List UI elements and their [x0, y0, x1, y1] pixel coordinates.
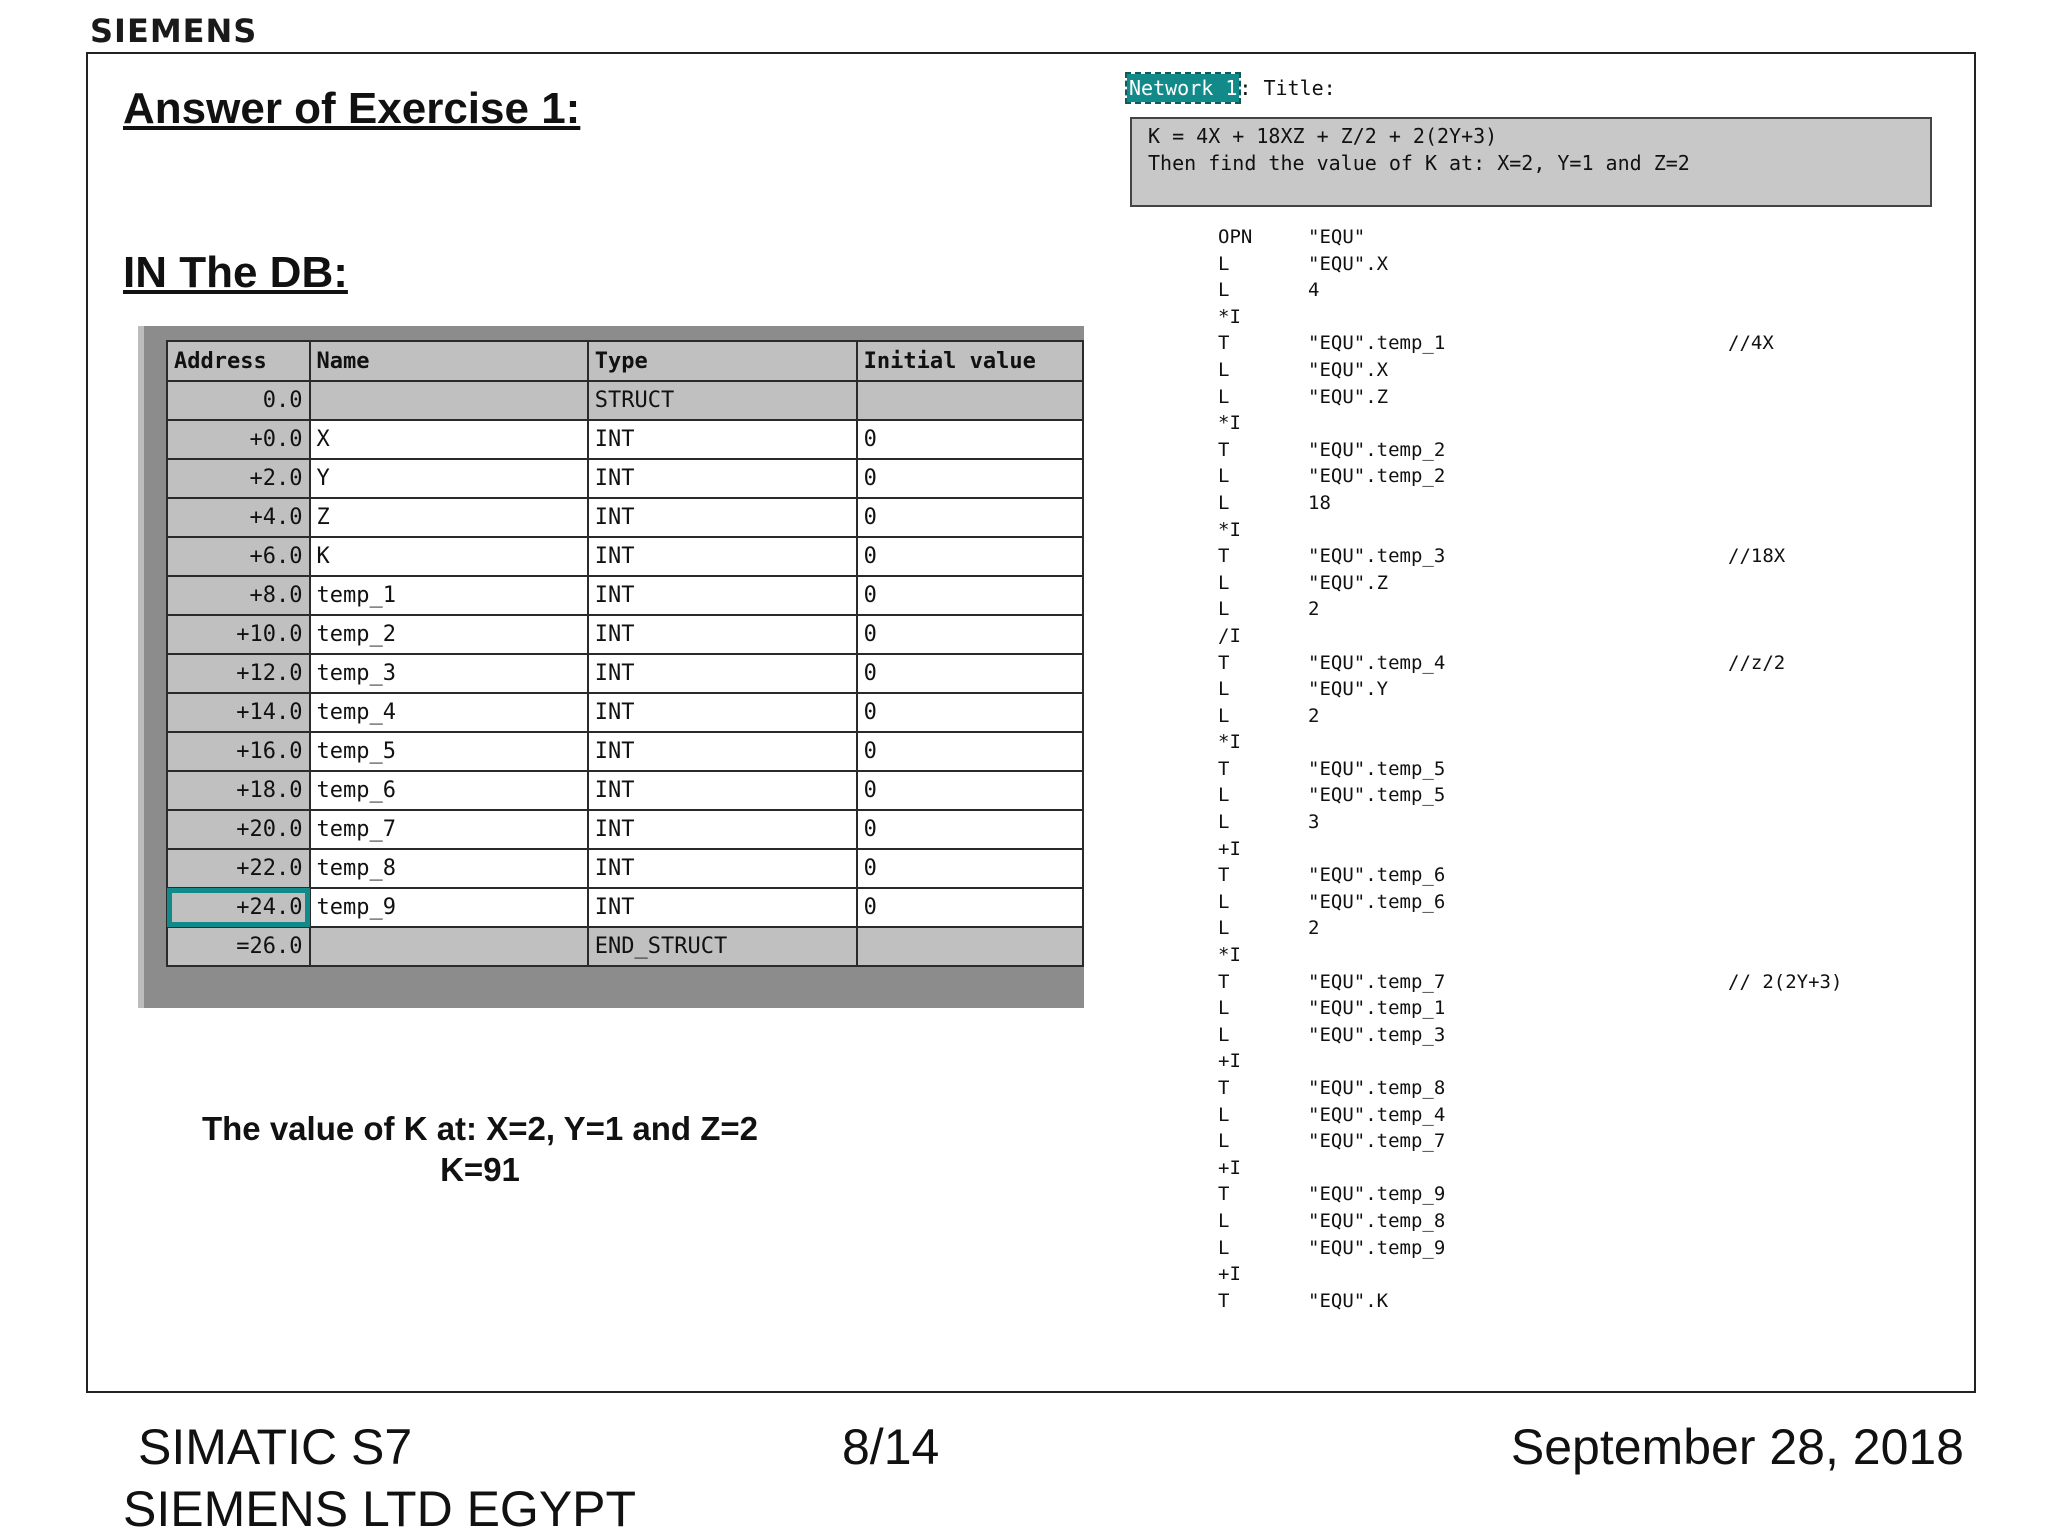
code-operand: "EQU".X — [1308, 358, 1389, 381]
code-operand: "EQU".temp_3 — [1308, 1023, 1446, 1046]
code-operation: T — [1218, 438, 1230, 461]
cell-type[interactable]: INT — [588, 810, 857, 849]
cell-type[interactable]: INT — [588, 420, 857, 459]
cell-initial-value[interactable] — [857, 927, 1083, 966]
network-comment[interactable] — [1130, 117, 1932, 207]
cell-initial-value[interactable]: 0 — [857, 888, 1083, 927]
code-operand: 3 — [1308, 811, 1320, 834]
code-operation: *I — [1218, 305, 1241, 328]
cell-initial-value[interactable]: 0 — [857, 498, 1083, 537]
code-operand: "EQU".temp_9 — [1308, 1236, 1446, 1259]
code-comment: // 2(2Y+3) — [1728, 970, 1843, 993]
code-operation: L — [1218, 1130, 1230, 1153]
code-operation: T — [1218, 1183, 1230, 1206]
code-operation: L — [1218, 1236, 1230, 1259]
cell-name[interactable]: X — [310, 420, 588, 459]
result-answer: K=91 — [440, 1151, 520, 1188]
db-table-row[interactable] — [167, 459, 1083, 498]
code-operation: L — [1218, 491, 1230, 514]
code-operand: "EQU".temp_1 — [1308, 332, 1446, 355]
db-table-row[interactable] — [167, 420, 1083, 459]
footer-date: September 28, 2018 — [1510, 1419, 1964, 1475]
db-table-row[interactable] — [167, 693, 1083, 732]
code-operation: *I — [1218, 412, 1241, 435]
cell-address[interactable]: +20.0 — [167, 810, 310, 849]
cell-name[interactable]: temp_5 — [310, 732, 588, 771]
code-operation: L — [1218, 1209, 1230, 1232]
db-table-row[interactable] — [167, 615, 1083, 654]
cell-initial-value[interactable]: 0 — [857, 771, 1083, 810]
slide-title: Answer of Exercise 1: — [123, 84, 581, 133]
db-table-row[interactable] — [167, 888, 1083, 927]
cell-initial-value[interactable]: 0 — [857, 732, 1083, 771]
cell-type[interactable]: INT — [588, 498, 857, 537]
code-operation: L — [1218, 279, 1230, 302]
cell-address[interactable]: 0.0 — [167, 381, 310, 420]
cell-name[interactable]: temp_2 — [310, 615, 588, 654]
cell-name[interactable]: temp_6 — [310, 771, 588, 810]
cell-type[interactable]: END_STRUCT — [588, 927, 857, 966]
code-operation: L — [1218, 385, 1230, 408]
cell-address[interactable]: +6.0 — [167, 537, 310, 576]
cell-type[interactable]: INT — [588, 576, 857, 615]
code-operand: "EQU".temp_7 — [1308, 970, 1446, 993]
code-operation: *I — [1218, 944, 1241, 967]
cell-initial-value[interactable]: 0 — [857, 693, 1083, 732]
code-operation: L — [1218, 890, 1230, 913]
cell-name[interactable]: temp_3 — [310, 654, 588, 693]
code-comment: //18X — [1728, 545, 1786, 568]
cell-name[interactable]: Z — [310, 498, 588, 537]
column-header-name[interactable]: Name — [310, 341, 588, 381]
code-operand: "EQU".temp_6 — [1308, 864, 1446, 887]
code-operation: L — [1218, 1103, 1230, 1126]
cell-address[interactable]: +24.0 — [167, 888, 310, 927]
code-operand: "EQU".Z — [1308, 385, 1389, 408]
code-operation: T — [1218, 970, 1230, 993]
code-operation: T — [1218, 864, 1230, 887]
cell-name[interactable]: temp_7 — [310, 810, 588, 849]
db-table-row[interactable] — [167, 498, 1083, 537]
code-operation: L — [1218, 917, 1230, 940]
code-operand: "EQU".X — [1308, 252, 1389, 275]
code-operation: *I — [1218, 518, 1241, 541]
column-header-initial-value[interactable]: Initial value — [857, 341, 1083, 381]
db-heading: IN The DB: — [123, 248, 348, 297]
cell-type[interactable]: INT — [588, 771, 857, 810]
code-operation: L — [1218, 465, 1230, 488]
cell-initial-value[interactable]: 0 — [857, 654, 1083, 693]
cell-initial-value[interactable]: 0 — [857, 459, 1083, 498]
network-header — [1127, 76, 1336, 100]
db-table-row[interactable] — [167, 810, 1083, 849]
cell-type[interactable]: STRUCT — [588, 381, 857, 420]
code-operand: "EQU".K — [1308, 1289, 1389, 1312]
db-table-row[interactable] — [167, 537, 1083, 576]
code-operand: 2 — [1308, 917, 1320, 940]
db-table-screenshot — [138, 326, 1084, 1008]
cell-initial-value[interactable]: 0 — [857, 537, 1083, 576]
cell-address[interactable]: +22.0 — [167, 849, 310, 888]
code-comment: //z/2 — [1728, 651, 1786, 674]
cell-name[interactable]: Y — [310, 459, 588, 498]
code-operand: "EQU".temp_9 — [1308, 1183, 1446, 1206]
db-table-row[interactable] — [167, 576, 1083, 615]
cell-name[interactable] — [310, 927, 588, 966]
code-operation: L — [1218, 678, 1230, 701]
siemens-logo: SIEMENS — [90, 12, 258, 50]
db-table-row[interactable] — [167, 771, 1083, 810]
code-operand: "EQU".temp_5 — [1308, 757, 1446, 780]
db-table-body — [167, 381, 1083, 966]
cell-address[interactable]: +16.0 — [167, 732, 310, 771]
comment-line: K = 4X + 18XZ + Z/2 + 2(2Y+3) — [1148, 124, 1498, 148]
cell-address[interactable]: +12.0 — [167, 654, 310, 693]
db-table-row[interactable] — [167, 654, 1083, 693]
code-operation: T — [1218, 1077, 1230, 1099]
network-title: : Title: — [1239, 76, 1336, 100]
cell-address[interactable]: +8.0 — [167, 576, 310, 615]
code-operand: "EQU".temp_2 — [1308, 465, 1446, 488]
code-operation: +I — [1218, 1156, 1241, 1179]
cell-name[interactable]: temp_9 — [310, 888, 588, 927]
footer-product: SIMATIC S7 — [138, 1419, 413, 1475]
code-operand: "EQU".temp_1 — [1308, 997, 1446, 1020]
column-header-address[interactable]: Address — [167, 341, 310, 381]
code-operand: "EQU" — [1308, 226, 1366, 248]
code-operation: *I — [1218, 731, 1241, 754]
code-operand: "EQU".temp_4 — [1308, 1103, 1446, 1126]
code-operand: "EQU".temp_8 — [1308, 1209, 1446, 1232]
code-operation: T — [1218, 651, 1230, 674]
cell-type[interactable]: INT — [588, 459, 857, 498]
cell-address[interactable]: +14.0 — [167, 693, 310, 732]
cell-initial-value[interactable]: 0 — [857, 849, 1083, 888]
cell-type[interactable]: INT — [588, 615, 857, 654]
code-operand: "EQU".temp_7 — [1308, 1130, 1446, 1153]
footer-page-number: 8/14 — [842, 1419, 940, 1475]
cell-address[interactable]: +4.0 — [167, 498, 310, 537]
cell-address[interactable]: +10.0 — [167, 615, 310, 654]
code-operation: L — [1218, 997, 1230, 1020]
cell-initial-value[interactable] — [857, 381, 1083, 420]
cell-initial-value[interactable]: 0 — [857, 615, 1083, 654]
cell-address[interactable]: =26.0 — [167, 927, 310, 966]
cell-address[interactable]: +0.0 — [167, 420, 310, 459]
cell-type[interactable]: INT — [588, 849, 857, 888]
code-operation: +I — [1218, 1050, 1241, 1073]
cell-name[interactable]: temp_8 — [310, 849, 588, 888]
code-operation: +I — [1218, 1263, 1241, 1286]
db-table-row[interactable] — [167, 849, 1083, 888]
code-operation: T — [1218, 757, 1230, 780]
code-operation: T — [1218, 1289, 1230, 1312]
code-operation: OPN — [1218, 226, 1253, 248]
code-operation: L — [1218, 1023, 1230, 1046]
code-operand: "EQU".Z — [1308, 571, 1389, 594]
cell-type[interactable]: INT — [588, 693, 857, 732]
code-operand: 4 — [1308, 279, 1320, 302]
code-operand: "EQU".temp_8 — [1308, 1077, 1446, 1099]
network-label[interactable]: Network 1 — [1129, 76, 1238, 100]
cell-address[interactable]: +18.0 — [167, 771, 310, 810]
code-operand: "EQU".temp_3 — [1308, 545, 1446, 568]
code-operand: "EQU".temp_6 — [1308, 890, 1446, 913]
code-comment: //4X — [1728, 332, 1774, 355]
code-operation: L — [1218, 252, 1230, 275]
code-operand: 18 — [1308, 491, 1331, 514]
code-operand: "EQU".temp_4 — [1308, 651, 1446, 674]
code-operation: L — [1218, 784, 1230, 807]
cell-name[interactable] — [310, 381, 588, 420]
cell-address[interactable]: +2.0 — [167, 459, 310, 498]
cell-type[interactable]: INT — [588, 537, 857, 576]
code-operand: 2 — [1308, 704, 1320, 727]
result-text — [160, 1108, 800, 1190]
cell-name[interactable]: temp_1 — [310, 576, 588, 615]
cell-name[interactable]: K — [310, 537, 588, 576]
code-operation: /I — [1218, 624, 1241, 647]
column-header-type[interactable]: Type — [588, 341, 857, 381]
code-operation: +I — [1218, 837, 1241, 860]
code-operand: 2 — [1308, 598, 1320, 621]
code-operation: T — [1218, 332, 1230, 355]
cell-initial-value[interactable]: 0 — [857, 810, 1083, 849]
db-table-row[interactable] — [167, 732, 1083, 771]
code-operation: L — [1218, 571, 1230, 594]
cell-name[interactable]: temp_4 — [310, 693, 588, 732]
code-operation: L — [1218, 704, 1230, 727]
db-table-row[interactable] — [167, 381, 1083, 420]
code-operation: L — [1218, 811, 1230, 834]
code-operand: "EQU".temp_5 — [1308, 784, 1446, 807]
db-table-row[interactable] — [167, 927, 1083, 966]
code-operand: "EQU".temp_2 — [1308, 438, 1446, 461]
result-question: The value of K at: X=2, Y=1 and Z=2 — [201, 1110, 758, 1147]
db-table-header-row — [167, 341, 1083, 381]
cell-type[interactable]: INT — [588, 654, 857, 693]
comment-line: Then find the value of K at: X=2, Y=1 and Z=2 — [1148, 151, 1690, 175]
code-operation: L — [1218, 358, 1230, 381]
cell-initial-value[interactable]: 0 — [857, 420, 1083, 459]
cell-type[interactable]: INT — [588, 888, 857, 927]
code-operation: T — [1218, 545, 1230, 568]
code-operation: L — [1218, 598, 1230, 621]
footer-company: SIEMENS LTD EGYPT — [123, 1481, 637, 1537]
cell-type[interactable]: INT — [588, 732, 857, 771]
db-table — [166, 340, 1084, 967]
cell-initial-value[interactable]: 0 — [857, 576, 1083, 615]
code-operand: "EQU".Y — [1308, 678, 1389, 701]
